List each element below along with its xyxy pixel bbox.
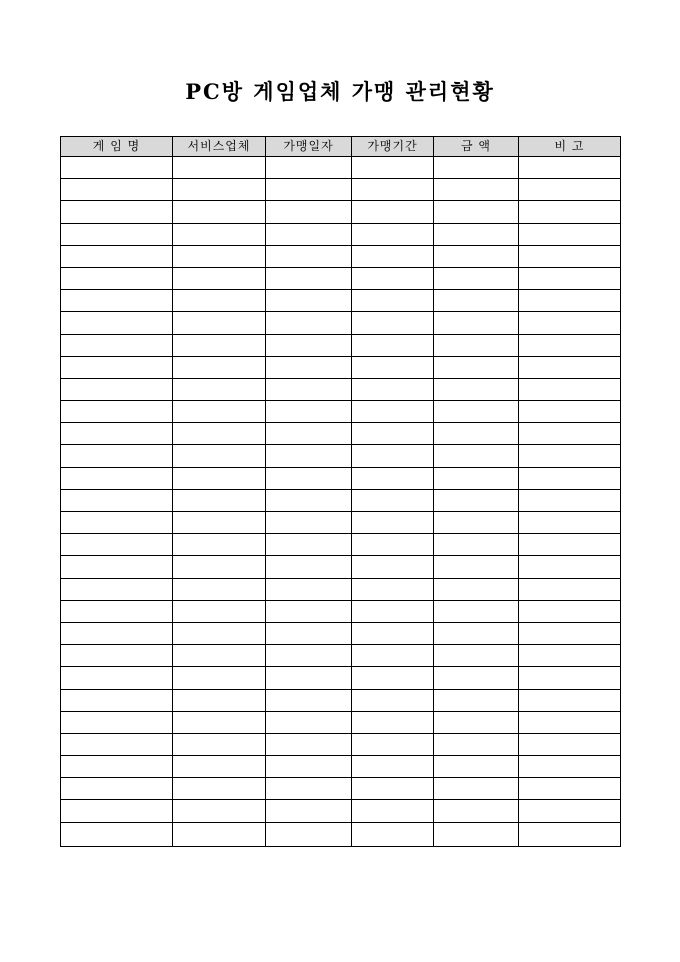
cell-join-period (352, 245, 434, 267)
cell-join-period (352, 401, 434, 423)
cell-join-date (266, 800, 352, 822)
cell-join-date (266, 756, 352, 778)
table-row (61, 733, 621, 755)
cell-game-name (61, 467, 173, 489)
cell-game-name (61, 223, 173, 245)
cell-game-name (61, 290, 173, 312)
table-row (61, 423, 621, 445)
cell-join-date (266, 822, 352, 846)
cell-game-name (61, 401, 173, 423)
cell-join-date (266, 645, 352, 667)
cell-join-date (266, 534, 352, 556)
cell-join-period (352, 179, 434, 201)
table-row (61, 711, 621, 733)
cell-service-company (173, 245, 266, 267)
table-row (61, 223, 621, 245)
cell-join-period (352, 578, 434, 600)
header-remarks: 비 고 (519, 137, 621, 157)
cell-service-company (173, 578, 266, 600)
header-join-period: 가맹기간 (352, 137, 434, 157)
table-row (61, 312, 621, 334)
cell-remarks (519, 201, 621, 223)
cell-remarks (519, 711, 621, 733)
cell-service-company (173, 778, 266, 800)
cell-remarks (519, 267, 621, 289)
table-row (61, 334, 621, 356)
cell-service-company (173, 267, 266, 289)
cell-service-company (173, 334, 266, 356)
cell-remarks (519, 534, 621, 556)
cell-join-date (266, 600, 352, 622)
cell-amount (434, 356, 519, 378)
cell-join-period (352, 223, 434, 245)
cell-game-name (61, 445, 173, 467)
cell-service-company (173, 556, 266, 578)
table-row (61, 756, 621, 778)
cell-remarks (519, 401, 621, 423)
cell-service-company (173, 290, 266, 312)
cell-join-date (266, 489, 352, 511)
cell-amount (434, 756, 519, 778)
cell-amount (434, 445, 519, 467)
cell-service-company (173, 622, 266, 644)
cell-game-name (61, 645, 173, 667)
cell-join-period (352, 711, 434, 733)
cell-amount (434, 179, 519, 201)
cell-remarks (519, 778, 621, 800)
cell-join-period (352, 556, 434, 578)
cell-join-period (352, 756, 434, 778)
cell-amount (434, 622, 519, 644)
cell-remarks (519, 556, 621, 578)
cell-service-company (173, 800, 266, 822)
table-row (61, 622, 621, 644)
cell-amount (434, 778, 519, 800)
cell-join-date (266, 689, 352, 711)
franchise-ledger-table (60, 136, 621, 847)
table-row (61, 157, 621, 179)
cell-game-name (61, 556, 173, 578)
cell-join-date (266, 157, 352, 179)
cell-service-company (173, 401, 266, 423)
cell-service-company (173, 822, 266, 846)
table-row (61, 512, 621, 534)
table-row (61, 267, 621, 289)
table-header (61, 137, 621, 157)
table-body (61, 157, 621, 847)
cell-game-name (61, 534, 173, 556)
cell-game-name (61, 179, 173, 201)
cell-amount (434, 600, 519, 622)
cell-join-date (266, 445, 352, 467)
cell-game-name (61, 201, 173, 223)
page-title: PC방 게임업체 가맹 관리현황 (185, 79, 495, 104)
cell-remarks (519, 822, 621, 846)
table-row (61, 378, 621, 400)
cell-service-company (173, 467, 266, 489)
cell-join-period (352, 378, 434, 400)
cell-join-date (266, 622, 352, 644)
cell-join-date (266, 578, 352, 600)
cell-amount (434, 711, 519, 733)
header-game-name: 게 임 명 (61, 137, 173, 157)
cell-service-company (173, 157, 266, 179)
table-row (61, 179, 621, 201)
cell-join-date (266, 512, 352, 534)
cell-amount (434, 822, 519, 846)
cell-join-date (266, 778, 352, 800)
cell-remarks (519, 445, 621, 467)
cell-join-date (266, 356, 352, 378)
cell-join-date (266, 401, 352, 423)
cell-amount (434, 512, 519, 534)
cell-service-company (173, 423, 266, 445)
cell-remarks (519, 756, 621, 778)
cell-amount (434, 290, 519, 312)
header-service-company: 서비스업체 (173, 137, 266, 157)
cell-game-name (61, 778, 173, 800)
cell-join-period (352, 512, 434, 534)
cell-join-period (352, 467, 434, 489)
cell-join-period (352, 667, 434, 689)
cell-service-company (173, 512, 266, 534)
table-row (61, 534, 621, 556)
table-row (61, 445, 621, 467)
table-row (61, 600, 621, 622)
cell-game-name (61, 822, 173, 846)
table-row (61, 667, 621, 689)
cell-amount (434, 401, 519, 423)
table-row (61, 778, 621, 800)
cell-join-date (266, 467, 352, 489)
cell-join-period (352, 822, 434, 846)
cell-amount (434, 534, 519, 556)
cell-game-name (61, 312, 173, 334)
cell-game-name (61, 489, 173, 511)
cell-amount (434, 245, 519, 267)
cell-join-date (266, 223, 352, 245)
cell-service-company (173, 600, 266, 622)
cell-game-name (61, 578, 173, 600)
header-row (61, 137, 621, 157)
cell-amount (434, 423, 519, 445)
cell-service-company (173, 445, 266, 467)
cell-game-name (61, 378, 173, 400)
cell-game-name (61, 245, 173, 267)
table-row (61, 489, 621, 511)
cell-join-date (266, 312, 352, 334)
cell-amount (434, 733, 519, 755)
cell-service-company (173, 733, 266, 755)
cell-join-period (352, 534, 434, 556)
cell-amount (434, 689, 519, 711)
cell-remarks (519, 578, 621, 600)
cell-amount (434, 223, 519, 245)
header-amount: 금 액 (434, 137, 519, 157)
cell-remarks (519, 223, 621, 245)
cell-join-date (266, 378, 352, 400)
cell-amount (434, 489, 519, 511)
cell-amount (434, 157, 519, 179)
cell-game-name (61, 334, 173, 356)
cell-remarks (519, 622, 621, 644)
cell-game-name (61, 622, 173, 644)
cell-amount (434, 312, 519, 334)
cell-game-name (61, 600, 173, 622)
cell-service-company (173, 356, 266, 378)
cell-game-name (61, 356, 173, 378)
cell-remarks (519, 467, 621, 489)
cell-remarks (519, 667, 621, 689)
cell-remarks (519, 423, 621, 445)
cell-join-date (266, 556, 352, 578)
table-row (61, 245, 621, 267)
cell-remarks (519, 800, 621, 822)
cell-join-period (352, 267, 434, 289)
table-row (61, 556, 621, 578)
cell-amount (434, 645, 519, 667)
cell-service-company (173, 179, 266, 201)
cell-amount (434, 556, 519, 578)
cell-service-company (173, 645, 266, 667)
cell-join-period (352, 334, 434, 356)
cell-game-name (61, 667, 173, 689)
cell-join-period (352, 645, 434, 667)
cell-join-date (266, 179, 352, 201)
table-row (61, 401, 621, 423)
cell-join-date (266, 201, 352, 223)
table-row (61, 290, 621, 312)
cell-join-period (352, 600, 434, 622)
cell-remarks (519, 334, 621, 356)
cell-service-company (173, 489, 266, 511)
table-row (61, 645, 621, 667)
cell-join-date (266, 733, 352, 755)
cell-join-period (352, 201, 434, 223)
cell-service-company (173, 689, 266, 711)
cell-remarks (519, 245, 621, 267)
cell-join-period (352, 423, 434, 445)
cell-remarks (519, 312, 621, 334)
cell-join-date (266, 711, 352, 733)
cell-join-period (352, 157, 434, 179)
cell-remarks (519, 157, 621, 179)
cell-join-period (352, 312, 434, 334)
cell-join-period (352, 356, 434, 378)
table-row (61, 356, 621, 378)
cell-service-company (173, 711, 266, 733)
cell-game-name (61, 800, 173, 822)
cell-join-period (352, 778, 434, 800)
cell-join-date (266, 334, 352, 356)
cell-join-period (352, 800, 434, 822)
cell-service-company (173, 667, 266, 689)
cell-remarks (519, 179, 621, 201)
cell-remarks (519, 290, 621, 312)
cell-remarks (519, 733, 621, 755)
cell-join-date (266, 267, 352, 289)
cell-remarks (519, 489, 621, 511)
cell-amount (434, 578, 519, 600)
cell-remarks (519, 356, 621, 378)
cell-service-company (173, 312, 266, 334)
cell-amount (434, 334, 519, 356)
cell-game-name (61, 689, 173, 711)
cell-service-company (173, 534, 266, 556)
cell-join-date (266, 423, 352, 445)
cell-game-name (61, 267, 173, 289)
cell-game-name (61, 756, 173, 778)
cell-amount (434, 267, 519, 289)
cell-join-period (352, 445, 434, 467)
cell-service-company (173, 201, 266, 223)
cell-amount (434, 378, 519, 400)
table-row (61, 689, 621, 711)
cell-join-period (352, 290, 434, 312)
cell-join-date (266, 667, 352, 689)
cell-remarks (519, 512, 621, 534)
cell-join-date (266, 290, 352, 312)
cell-service-company (173, 378, 266, 400)
cell-join-period (352, 489, 434, 511)
cell-join-period (352, 622, 434, 644)
cell-game-name (61, 711, 173, 733)
table-row (61, 467, 621, 489)
cell-game-name (61, 423, 173, 445)
cell-amount (434, 467, 519, 489)
cell-game-name (61, 733, 173, 755)
cell-remarks (519, 600, 621, 622)
cell-amount (434, 201, 519, 223)
table-row (61, 822, 621, 846)
table-row (61, 201, 621, 223)
table-row (61, 578, 621, 600)
header-join-date: 가맹일자 (266, 137, 352, 157)
cell-service-company (173, 756, 266, 778)
cell-amount (434, 800, 519, 822)
cell-join-period (352, 689, 434, 711)
cell-join-date (266, 245, 352, 267)
cell-remarks (519, 689, 621, 711)
cell-remarks (519, 645, 621, 667)
cell-game-name (61, 157, 173, 179)
cell-join-period (352, 733, 434, 755)
cell-service-company (173, 223, 266, 245)
cell-amount (434, 667, 519, 689)
table-row (61, 800, 621, 822)
cell-game-name (61, 512, 173, 534)
cell-remarks (519, 378, 621, 400)
